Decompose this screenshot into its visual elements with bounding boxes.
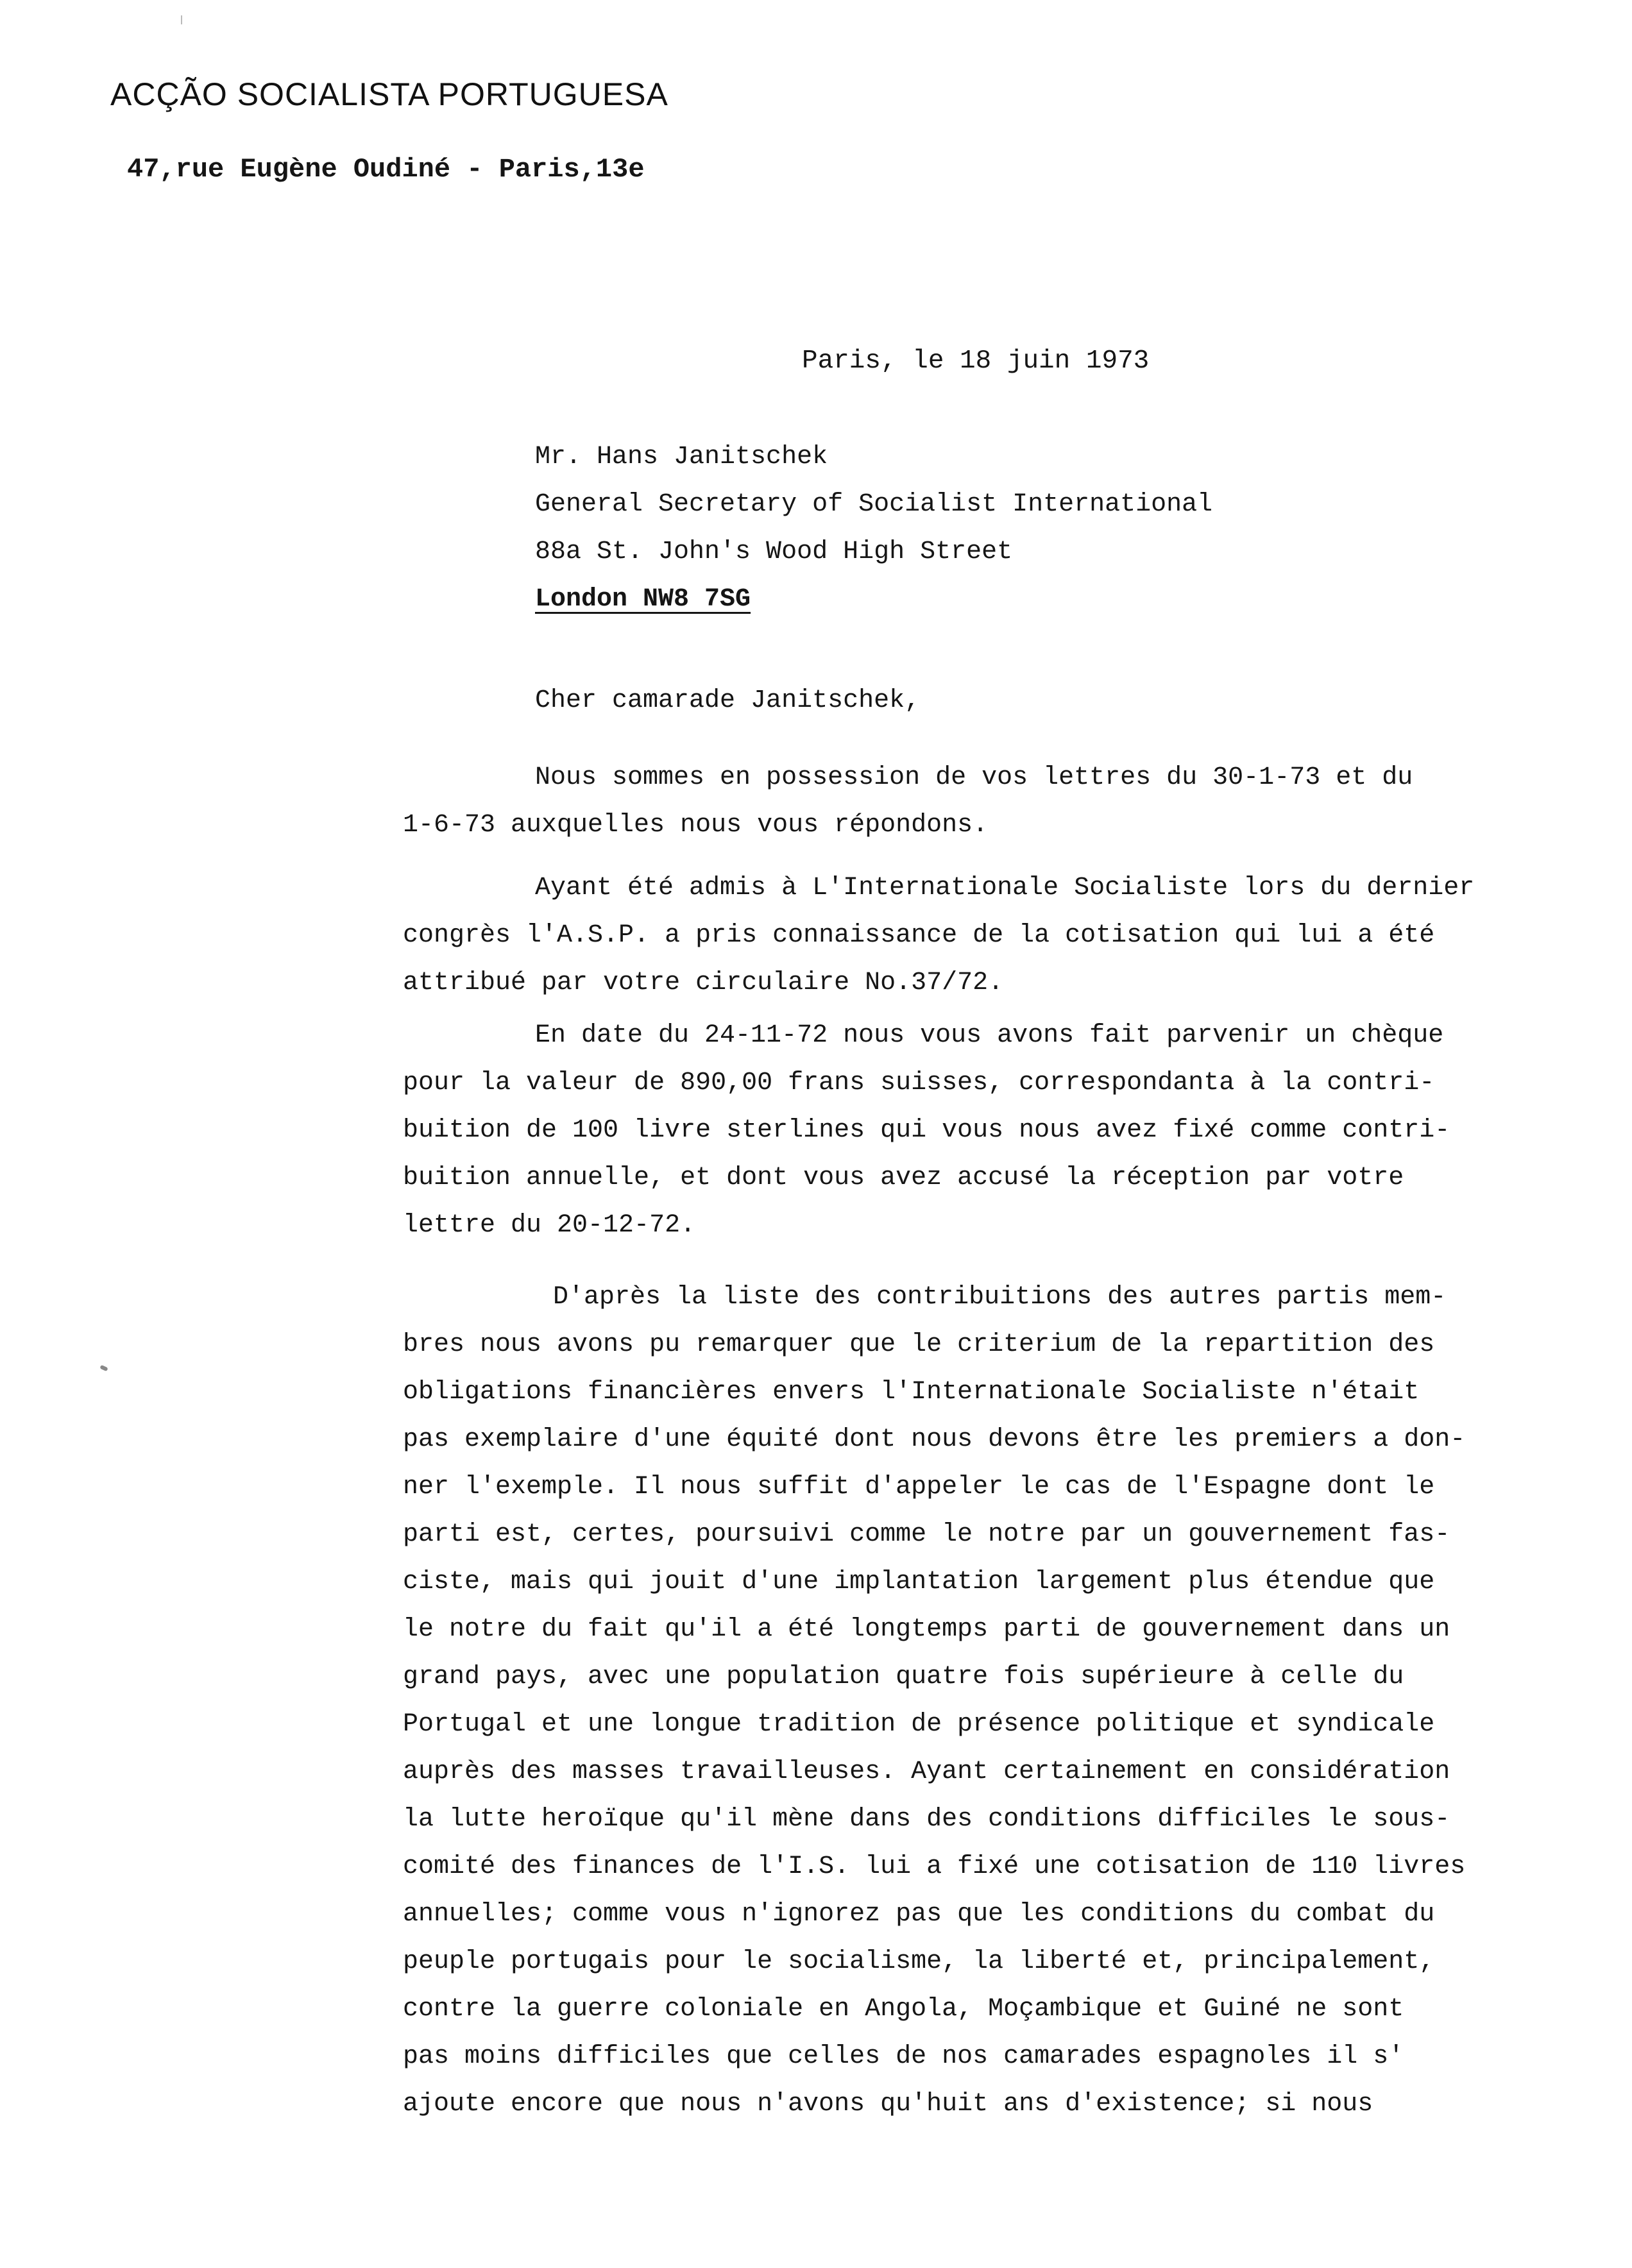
body-line: peuple portugais pour le socialisme, la liberté et, principalement,	[403, 1947, 1435, 1976]
body-line: D'après la liste des contribuitions des autres partis mem-	[553, 1283, 1447, 1312]
body-line: obligations financières envers l'Internationale Socialiste n'était	[403, 1378, 1420, 1407]
scan-mark	[181, 15, 182, 24]
body-line: 1-6-73 auxquelles nous vous répondons.	[403, 811, 989, 840]
date-line: Paris, le 18 juin 1973	[802, 346, 1150, 376]
body-line: comité des finances de l'I.S. lui a fixé une cotisation de 110 livres	[403, 1852, 1466, 1881]
body-line: annuelles; comme vous n'ignorez pas que les conditions du combat du	[403, 1900, 1435, 1929]
body-line: Portugal et une longue tradition de présence politique et syndicale	[403, 1710, 1435, 1739]
body-line: attribué par votre circulaire No.37/72.	[403, 969, 1004, 997]
body-line: bres nous avons pu remarquer que le criterium de la repartition des	[403, 1330, 1435, 1359]
body-line: ner l'exemple. Il nous suffit d'appeler le cas de l'Espagne dont le	[403, 1473, 1435, 1502]
letterhead-organization: ACÇÃO SOCIALISTA PORTUGUESA	[110, 76, 668, 112]
body-line: Nous sommes en possession de vos lettres du 30-1-73 et du	[535, 763, 1413, 792]
body-line: grand pays, avec une population quatre fois supérieure à celle du	[403, 1663, 1404, 1691]
body-line: le notre du fait qu'il a été longtemps parti de gouvernement dans un	[403, 1615, 1450, 1644]
body-line: parti est, certes, poursuivi comme le notre par un gouvernement fas-	[403, 1520, 1450, 1549]
recipient-name: Mr. Hans Janitschek	[535, 443, 828, 471]
recipient-block	[535, 443, 1212, 632]
body-line: la lutte heroïque qu'il mène dans des conditions difficiles le sous-	[403, 1805, 1450, 1834]
body-line: buition annuelle, et dont vous avez accusé la réception par votre	[403, 1164, 1404, 1192]
body-line: contre la guerre coloniale en Angola, Moçambique et Guiné ne sont	[403, 1995, 1404, 2024]
scan-smudge	[99, 1365, 108, 1372]
recipient-street: 88a St. John's Wood High Street	[535, 537, 1013, 566]
body-line: pas moins difficiles que celles de nos camarades espagnoles il s'	[403, 2042, 1404, 2071]
greeting: Cher camarade Janitschek,	[535, 686, 921, 715]
body-line: buition de 100 livre sterlines qui vous nous avez fixé comme contri-	[403, 1116, 1450, 1145]
recipient-title: General Secretary of Socialist International	[535, 490, 1213, 519]
body-line: lettre du 20-12-72.	[403, 1211, 696, 1240]
recipient-city: London NW8 7SG	[535, 585, 751, 614]
body-line: Ayant été admis à L'Internationale Socialiste lors du dernier	[535, 874, 1475, 902]
body-line: En date du 24-11-72 nous vous avons fait parvenir un chèque	[535, 1021, 1444, 1050]
body-line: auprès des masses travailleuses. Ayant certainement en considération	[403, 1757, 1450, 1786]
body-line: ajoute encore que nous n'avons qu'huit ans d'existence; si nous	[403, 2090, 1373, 2119]
letterhead-address: 47,rue Eugène Oudiné - Paris,13e	[127, 154, 645, 185]
body-line: pas exemplaire d'une équité dont nous devons être les premiers a don-	[403, 1425, 1466, 1454]
body-line: pour la valeur de 890,00 frans suisses, correspondanta à la contri-	[403, 1069, 1435, 1097]
body-line: ciste, mais qui jouit d'une implantation largement plus étendue que	[403, 1568, 1435, 1596]
body-line: congrès l'A.S.P. a pris connaissance de la cotisation qui lui a été	[403, 921, 1435, 950]
